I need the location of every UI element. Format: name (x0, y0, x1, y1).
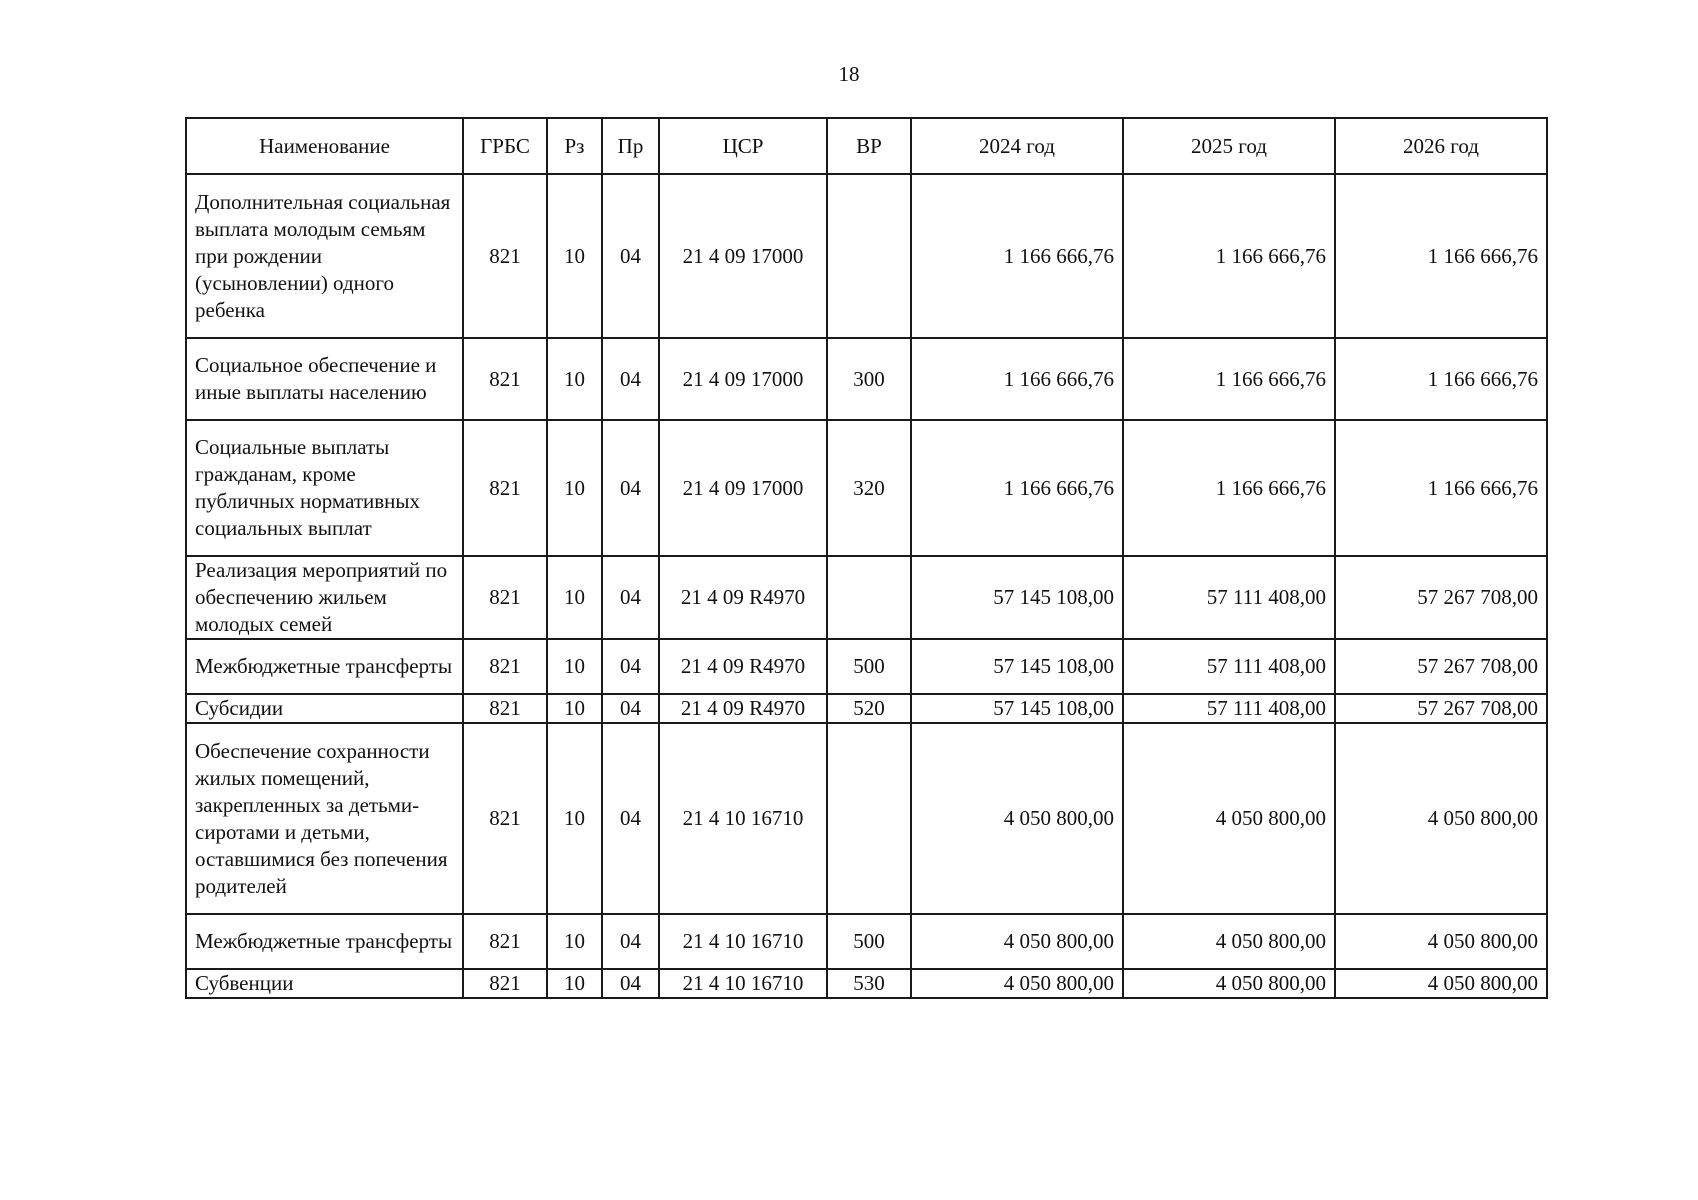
cell-2024: 57 145 108,00 (911, 639, 1123, 694)
cell-2026: 4 050 800,00 (1335, 914, 1547, 969)
cell-vr: 300 (827, 338, 911, 420)
cell-rz: 10 (547, 914, 602, 969)
cell-2024: 1 166 666,76 (911, 174, 1123, 338)
cell-csr: 21 4 09 R4970 (659, 694, 827, 723)
cell-2024: 57 145 108,00 (911, 694, 1123, 723)
cell-grbs: 821 (463, 420, 547, 556)
cell-2024: 4 050 800,00 (911, 914, 1123, 969)
header-year-2026: 2026 год (1335, 118, 1547, 174)
cell-grbs: 821 (463, 694, 547, 723)
cell-vr: 530 (827, 969, 911, 998)
cell-2026: 57 267 708,00 (1335, 639, 1547, 694)
cell-pr: 04 (602, 556, 659, 639)
header-vr: ВР (827, 118, 911, 174)
cell-2026: 1 166 666,76 (1335, 420, 1547, 556)
cell-2026: 1 166 666,76 (1335, 174, 1547, 338)
cell-name: Субвенции (186, 969, 463, 998)
cell-2024: 1 166 666,76 (911, 338, 1123, 420)
cell-2025: 1 166 666,76 (1123, 420, 1335, 556)
cell-vr: 520 (827, 694, 911, 723)
cell-name: Социальное обеспечение и иные выплаты населению (186, 338, 463, 420)
cell-pr: 04 (602, 338, 659, 420)
cell-name: Межбюджетные трансферты (186, 914, 463, 969)
cell-2025: 1 166 666,76 (1123, 174, 1335, 338)
cell-rz: 10 (547, 969, 602, 998)
cell-grbs: 821 (463, 338, 547, 420)
cell-pr: 04 (602, 420, 659, 556)
cell-grbs: 821 (463, 556, 547, 639)
cell-rz: 10 (547, 723, 602, 914)
cell-vr (827, 556, 911, 639)
table-row (186, 723, 1547, 914)
cell-2024: 1 166 666,76 (911, 420, 1123, 556)
cell-rz: 10 (547, 338, 602, 420)
cell-csr: 21 4 10 16710 (659, 723, 827, 914)
cell-name: Субсидии (186, 694, 463, 723)
table-row (186, 420, 1547, 556)
cell-name: Дополнительная социальная выплата молодым семьям при рождении (усыновлении) одного ребенка (186, 174, 463, 338)
cell-name: Реализация мероприятий по обеспечению жильем молодых семей (186, 556, 463, 639)
cell-2026: 1 166 666,76 (1335, 338, 1547, 420)
cell-2024: 57 145 108,00 (911, 556, 1123, 639)
cell-vr: 500 (827, 914, 911, 969)
cell-2025: 57 111 408,00 (1123, 694, 1335, 723)
cell-pr: 04 (602, 174, 659, 338)
cell-vr: 320 (827, 420, 911, 556)
table-header-row (186, 118, 1547, 174)
cell-2025: 4 050 800,00 (1123, 723, 1335, 914)
cell-vr (827, 174, 911, 338)
table-row (186, 694, 1547, 723)
table-row (186, 556, 1547, 639)
page-number: 18 (838, 62, 860, 86)
cell-2024: 4 050 800,00 (911, 723, 1123, 914)
header-year-2025: 2025 год (1123, 118, 1335, 174)
cell-rz: 10 (547, 694, 602, 723)
cell-2026: 4 050 800,00 (1335, 723, 1547, 914)
cell-csr: 21 4 09 R4970 (659, 639, 827, 694)
cell-csr: 21 4 09 17000 (659, 338, 827, 420)
table-row (186, 914, 1547, 969)
header-grbs: ГРБС (463, 118, 547, 174)
cell-2026: 57 267 708,00 (1335, 694, 1547, 723)
cell-2025: 57 111 408,00 (1123, 556, 1335, 639)
cell-pr: 04 (602, 969, 659, 998)
cell-grbs: 821 (463, 639, 547, 694)
header-year-2024: 2024 год (911, 118, 1123, 174)
cell-pr: 04 (602, 914, 659, 969)
cell-2025: 1 166 666,76 (1123, 338, 1335, 420)
cell-2026: 57 267 708,00 (1335, 556, 1547, 639)
budget-table (185, 117, 1548, 999)
header-pr: Пр (602, 118, 659, 174)
cell-csr: 21 4 10 16710 (659, 969, 827, 998)
cell-2025: 4 050 800,00 (1123, 914, 1335, 969)
cell-pr: 04 (602, 639, 659, 694)
cell-rz: 10 (547, 639, 602, 694)
cell-csr: 21 4 09 17000 (659, 420, 827, 556)
header-rz: Рз (547, 118, 602, 174)
cell-grbs: 821 (463, 723, 547, 914)
cell-rz: 10 (547, 420, 602, 556)
cell-name: Обеспечение сохранности жилых помещений, закрепленных за детьми-сиротами и детьми, оставшимися без попечения родителей (186, 723, 463, 914)
cell-rz: 10 (547, 174, 602, 338)
cell-2025: 57 111 408,00 (1123, 639, 1335, 694)
cell-2025: 4 050 800,00 (1123, 969, 1335, 998)
cell-rz: 10 (547, 556, 602, 639)
cell-2024: 4 050 800,00 (911, 969, 1123, 998)
cell-grbs: 821 (463, 914, 547, 969)
table-row (186, 969, 1547, 998)
cell-2026: 4 050 800,00 (1335, 969, 1547, 998)
cell-vr: 500 (827, 639, 911, 694)
table-row (186, 639, 1547, 694)
cell-vr (827, 723, 911, 914)
cell-name: Межбюджетные трансферты (186, 639, 463, 694)
cell-grbs: 821 (463, 174, 547, 338)
header-name: Наименование (186, 118, 463, 174)
cell-pr: 04 (602, 723, 659, 914)
cell-grbs: 821 (463, 969, 547, 998)
header-csr: ЦСР (659, 118, 827, 174)
cell-csr: 21 4 09 R4970 (659, 556, 827, 639)
table-row (186, 338, 1547, 420)
cell-csr: 21 4 09 17000 (659, 174, 827, 338)
table-row (186, 174, 1547, 338)
cell-csr: 21 4 10 16710 (659, 914, 827, 969)
cell-name: Социальные выплаты гражданам, кроме публичных нормативных социальных выплат (186, 420, 463, 556)
cell-pr: 04 (602, 694, 659, 723)
